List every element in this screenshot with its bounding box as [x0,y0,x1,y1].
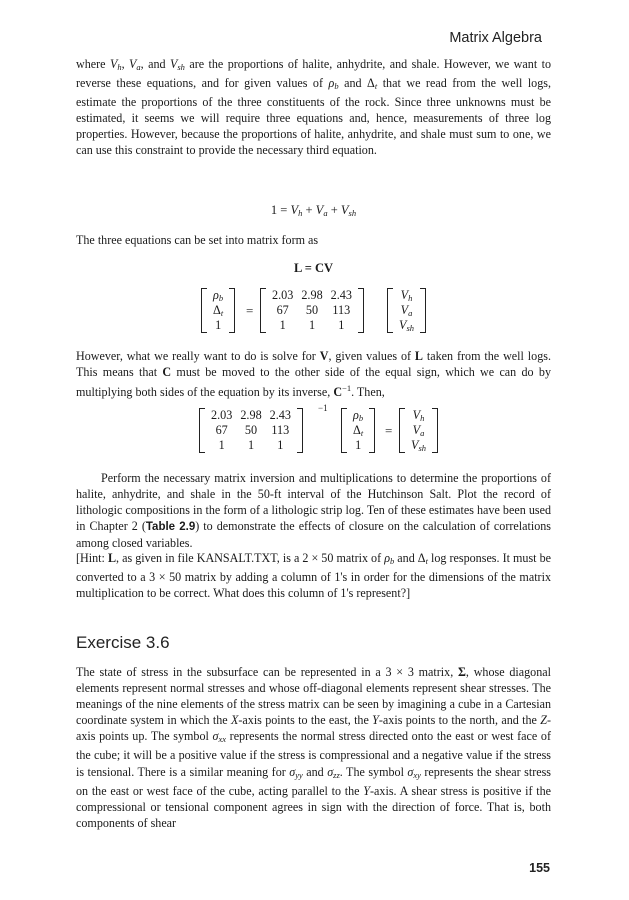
proportion-vector-2-row [407,438,430,453]
coefficient-matrix-cell: 1 [308,318,316,332]
paragraph-matrix-form: The three equations can be set into matrix form as [76,233,319,247]
coefficient-matrix-cell: 1 [338,318,345,332]
coefficient-matrix-inverse-cell: 50 [244,423,258,437]
coefficient-matrix-cell: 2.98 [301,288,323,302]
coefficient-matrix-inverse-cell: 2.43 [269,408,291,422]
log-vector [201,288,235,333]
log-vector-2 [341,408,375,453]
page-number: 155 [529,861,550,875]
proportion-vector-cell: $V_a$ [400,303,413,318]
log-vector-cell: $\rho_b$ [213,288,224,303]
log-vector-2-row [349,408,367,423]
coefficient-matrix-cell: 1 [279,318,286,332]
proportion-vector-2-row [407,423,430,438]
log-vector-2-cell: $\Delta_t$ [353,423,364,438]
log-vector-2-row [349,438,367,453]
coefficient-matrix-inverse-row [207,438,295,453]
log-vector-row [209,303,227,318]
coefficient-matrix-inverse-cell: 1 [247,438,255,452]
proportion-vector [387,288,426,333]
proportion-vector-row [395,288,418,303]
proportion-vector-2-row [407,408,430,423]
log-vector-row [209,288,227,303]
coefficient-matrix-cell: 67 [276,303,289,317]
coefficient-matrix-inverse-cell: 67 [215,423,228,437]
coefficient-matrix-row [268,303,356,318]
paragraph-intro: where $V_h$, $V_a$, and $V_{sh}$ are the proportions of halite, anhydrite, and shale. However, we want to reverse these equations, and for given values of $\rho_b$ and $\Delta_t$ that we read from the well logs, estimate the proportions of the three constituents of the rock. Since three unknowns must be estimated, it seems we will require three equations and, hence, measurements of three log properties. However, because the proportions of halite, anhydrite, and shale must sum to one, we can use this constraint to provide the necessary third equation. [76,57,552,158]
coefficient-matrix-cell: 2.43 [330,288,352,302]
equals-sign-2: = [385,423,393,438]
paragraph-hint: [Hint: L, as given in file KANSALT.TXT, is a 2 × 50 matrix of $\rho_b$ and $\Delta_t$ log responses. It must be converted to a 3 × 50 matrix by adding a column of 1's in order for the dimensions of the matrix multiplication to be correct. What does this column of 1's represent?] [76,551,551,601]
proportion-vector-2-cell: $V_{sh}$ [411,438,427,453]
coefficient-matrix-inverse-cell: 2.98 [240,408,262,422]
coefficient-matrix-cell: 50 [305,303,319,317]
coefficient-matrix-inverse-cell: 1 [277,438,284,452]
paragraph-instructions: Perform the necessary matrix inversion and multiplications to determine the proportions of halite, anhydrite, and shale in the 50-ft interval of the Hutchinson Salt. Plot the record of lithologic compositions in the form of a lithologic strip log. Ten of these estimates have been used in Chapter 2 (Table 2.9) to demonstrate the effects of closure on the calculation of correlations among closed variables. [76,471,551,551]
log-vector-2-cell: 1 [355,438,362,452]
paragraph-solve: However, what we really want to do is solve for V, given values of L taken from the well logs. This means that C must be moved to the other side of the equal sign, which we can do by multiplying both sides of the equation by its inverse, $C^{-1}$. Then, [76,349,551,400]
proportion-vector-cell: $V_h$ [400,288,413,303]
equation-constraint: $1 = V_h + V_a + V_{sh}$ [270,203,357,218]
equals-sign: = [246,303,254,318]
coefficient-matrix-inverse-cell: 2.03 [211,408,233,422]
proportion-vector-cell: $V_{sh}$ [399,318,415,333]
proportion-vector-row [395,303,418,318]
paragraph-stress: The state of stress in the subsurface can be represented in a 3 × 3 matrix, Σ, whose diagonal elements represent normal stresses and whose off-diagonal elements represent shear stresses. The meanings of the nine elements of the stress matrix can be seen by imagining a cube in a Cartesian coordinate system in which the X-axis points to the east, the Y-axis points to the north, and the Z-axis points up. The symbol $\sigma_{xx}$ represents the normal stress directed onto the east or west face of the cube; it will be a positive value if the stress is compressional and a negative value if the stress is tensional. There is a similar meaning for $\sigma_{yy}$ and $\sigma_{zz}$. The symbol $\sigma_{xy}$ represents the shear stress on the east or west face of the cube, acting parallel to the Y-axis. A shear stress is positive if the compressional or tensional component agrees in sign with the direction of force. That is, both components of shear [76,665,552,830]
log-vector-2-cell: $\rho_b$ [353,408,364,423]
coefficient-matrix-inverse [199,408,303,453]
log-vector-cell: $\Delta_t$ [213,303,224,318]
coefficient-matrix-cell: 2.03 [272,288,294,302]
coefficient-matrix-row [268,288,356,303]
log-vector-cell: 1 [215,318,222,332]
running-head: Matrix Algebra [449,30,542,46]
coefficient-matrix-inverse-row [207,423,295,438]
section-heading: Exercise 3.6 [76,633,170,652]
coefficient-matrix-inverse-cell: 113 [271,423,290,437]
coefficient-matrix-cell: 113 [332,303,351,317]
log-vector-row [209,318,227,333]
proportion-vector-2 [399,408,438,453]
inverse-exponent: −1 [318,403,328,413]
proportion-vector-2-cell: $V_a$ [412,423,425,438]
equation-matrix-form: L = CV [293,261,334,275]
coefficient-matrix-inverse-cell: 1 [218,438,225,452]
coefficient-matrix [260,288,364,333]
coefficient-matrix-inverse-row [207,408,295,423]
proportion-vector-2-cell: $V_h$ [412,408,425,423]
proportion-vector-row [395,318,418,333]
coefficient-matrix-row [268,318,356,333]
log-vector-2-row [349,423,367,438]
